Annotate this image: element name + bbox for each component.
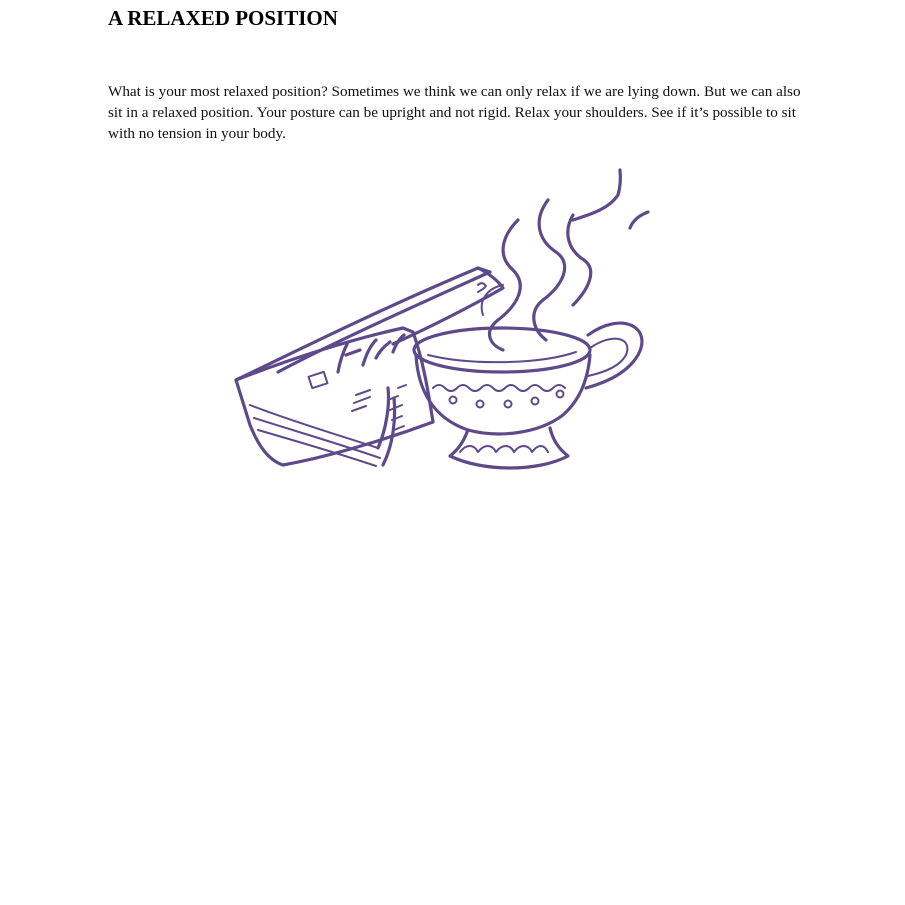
- newspaper-teacup-illustration: [228, 160, 688, 485]
- teacup-icon: [414, 323, 642, 468]
- newspaper-icon: [236, 268, 503, 466]
- page-title: A RELAXED POSITION: [108, 6, 338, 30]
- body-paragraph: What is your most relaxed position? Sometimes we think we can only relax if we are lying down. But we can also sit in a relaxed position. Your posture can be upright and not rigid. Relax your shoulders. See if it’s possible to sit with no tension in your body.: [108, 83, 801, 142]
- illustration-drawing: [228, 160, 688, 485]
